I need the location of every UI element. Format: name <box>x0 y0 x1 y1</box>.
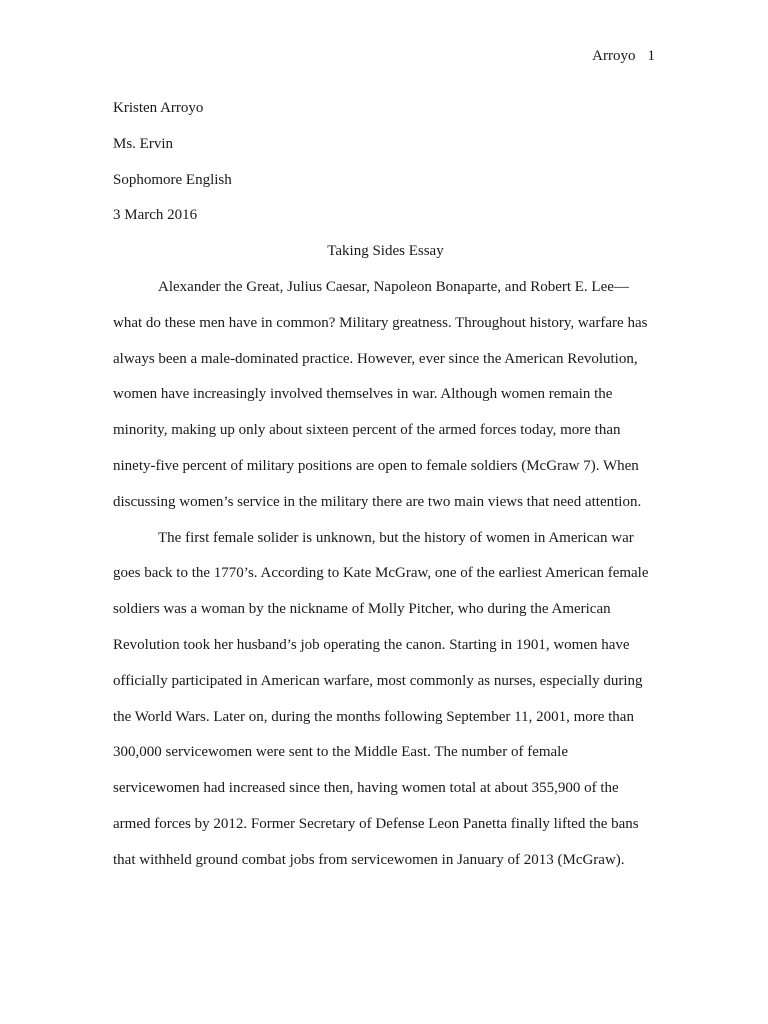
paragraph-line: goes back to the 1770’s. According to Kate McGraw, one of the earliest American female <box>113 565 649 582</box>
paragraph-line: Revolution took her husband’s job operating the canon. Starting in 1901, women have <box>113 636 630 653</box>
paragraph-line: ninety-five percent of military positions are open to female soldiers (McGraw 7). When <box>113 457 639 474</box>
paragraph-line: officially participated in American warfare, most commonly as nurses, especially during <box>113 672 643 689</box>
paragraph-line: The first female solider is unknown, but the history of women in American war <box>158 529 634 546</box>
paragraph-line: what do these men have in common? Military greatness. Throughout history, warfare has <box>113 314 648 331</box>
student-name: Kristen Arroyo <box>113 100 204 116</box>
paragraph-line: the World Wars. Later on, during the months following September 11, 2001, more than <box>113 708 634 725</box>
paragraph-line: women have increasingly involved themselves in war. Although women remain the <box>113 386 613 403</box>
essay-title: Taking Sides Essay <box>327 243 444 260</box>
paragraph-line: servicewomen had increased since then, having women total at about 355,900 of the <box>113 780 619 797</box>
paragraph-line: 300,000 servicewomen were sent to the Middle East. The number of female <box>113 744 569 761</box>
header-page-number: 1 <box>647 48 655 64</box>
paragraph-1 <box>113 270 658 521</box>
paragraph-line: that withheld ground combat jobs from servicewomen in January of 2013 (McGraw). <box>113 851 625 868</box>
instructor-name: Ms. Ervin <box>113 135 173 152</box>
paragraph-line: armed forces by 2012. Former Secretary of Defense Leon Panetta finally lifted the bans <box>113 815 639 832</box>
paragraph-line: always been a male-dominated practice. However, ever since the American Revolution, <box>113 350 638 367</box>
running-header <box>592 46 655 66</box>
course-name: Sophomore English <box>113 171 232 188</box>
paragraph-line: discussing women’s service in the military there are two main views that need attention. <box>113 493 642 510</box>
essay-body <box>113 91 658 879</box>
essay-date: 3 March 2016 <box>113 207 198 224</box>
paragraph-line: soldiers was a woman by the nickname of Molly Pitcher, who during the American <box>113 601 611 618</box>
paragraph-2 <box>113 521 658 879</box>
paragraph-line: minority, making up only about sixteen percent of the armed forces today, more than <box>113 422 621 439</box>
paragraph-line: Alexander the Great, Julius Caesar, Napoleon Bonaparte, and Robert E. Lee— <box>158 278 629 295</box>
header-author-surname: Arroyo <box>592 48 636 64</box>
